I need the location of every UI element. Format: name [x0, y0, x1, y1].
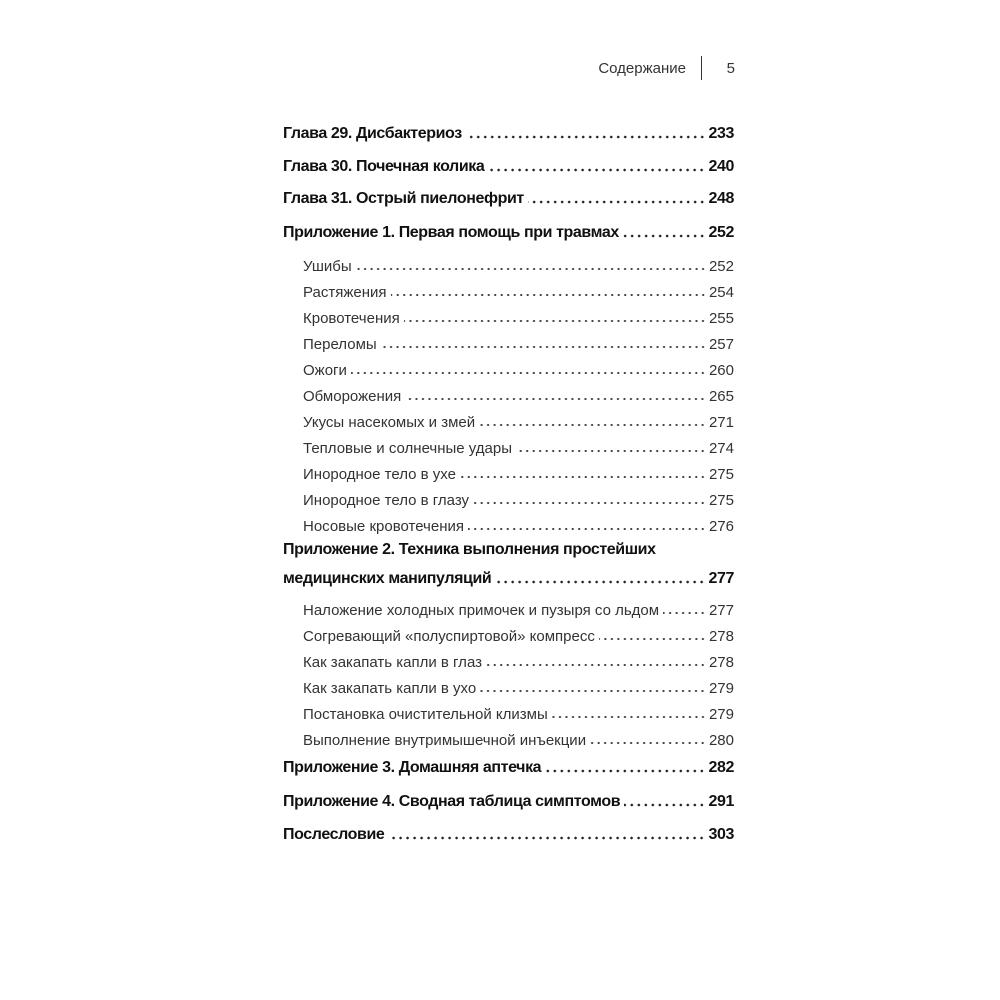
toc-subentry-page: 260	[708, 362, 734, 379]
toc-subentry-title: Переломы	[303, 336, 377, 353]
toc-subentry[interactable]	[303, 305, 734, 327]
toc-entry-page: 240	[708, 158, 734, 175]
leader-dots	[528, 200, 706, 204]
leader-dots	[468, 527, 706, 531]
toc-subentry[interactable]	[303, 409, 734, 431]
leader-dots	[623, 234, 706, 238]
toc-entry[interactable]	[283, 566, 734, 588]
leader-dots	[663, 611, 706, 615]
toc-entry-page: 277	[708, 570, 734, 587]
leader-dots	[460, 475, 706, 479]
toc-subentry-page: 279	[708, 680, 734, 697]
toc-subentry-page: 277	[708, 602, 734, 619]
toc-subentry-title: Ожоги	[303, 362, 347, 379]
toc-subentry-page: 278	[708, 628, 734, 645]
toc-subentry-page: 255	[708, 310, 734, 327]
toc-entry-page: 303	[708, 826, 734, 843]
toc-subentry-page: 276	[708, 518, 734, 535]
running-header-title: Содержание	[598, 60, 686, 77]
toc-subentry[interactable]	[303, 279, 734, 301]
page-number: 5	[726, 60, 735, 77]
toc-entry-title: Глава 30. Почечная колика	[283, 158, 485, 175]
toc-subentry-page: 252	[708, 258, 734, 275]
toc-entry-title: Приложение 3. Домашняя аптечка	[283, 759, 542, 776]
running-header	[560, 58, 738, 82]
toc-entry[interactable]	[283, 220, 734, 242]
toc-entry[interactable]	[283, 154, 734, 176]
leader-dots	[388, 836, 705, 840]
toc-entry-title: Приложение 1. Первая помощь при травмах	[283, 224, 619, 241]
toc-subentry-title: Инородное тело в глазу	[303, 492, 470, 509]
toc-subentry-page: 265	[708, 388, 734, 405]
toc-subentry-title: Растяжения	[303, 284, 387, 301]
leader-dots	[351, 371, 706, 375]
leader-dots	[404, 319, 706, 323]
toc-subentry[interactable]	[303, 487, 734, 509]
toc-entry-title: Послесловие	[283, 826, 385, 843]
leader-dots	[473, 501, 706, 505]
toc-subentry-title: Постановка очистительной клизмы	[303, 706, 548, 723]
leader-dots	[486, 663, 706, 667]
toc-subentry-title: Обморожения	[303, 388, 402, 405]
leader-dots	[624, 803, 705, 807]
toc-subentry[interactable]	[303, 675, 734, 697]
toc-subentry-page: 280	[708, 732, 734, 749]
toc-entry-title: Приложение 2. Техника выполнения простейших	[283, 541, 656, 558]
leader-dots	[381, 345, 706, 349]
toc-subentry-title: Носовые кровотечения	[303, 518, 464, 535]
toc-subentry[interactable]	[303, 383, 734, 405]
toc-subentry-title: Как закапать капли в ухо	[303, 680, 477, 697]
leader-dots	[488, 168, 705, 172]
leader-dots	[405, 397, 706, 401]
leader-dots	[466, 135, 706, 139]
toc-subentry-title: Как закапать капли в глаз	[303, 654, 482, 671]
toc-subentry-page: 254	[708, 284, 734, 301]
toc-entry-page: 248	[708, 190, 734, 207]
toc-entry[interactable]	[283, 121, 734, 143]
toc-subentry-title: Кровотечения	[303, 310, 400, 327]
toc-subentry-page: 279	[708, 706, 734, 723]
toc-entry-title: Глава 31. Острый пиелонефрит	[283, 190, 524, 207]
toc-subentry[interactable]	[303, 331, 734, 353]
toc-entry-page: 252	[708, 224, 734, 241]
toc-subentry-title: Инородное тело в ухе	[303, 466, 456, 483]
leader-dots	[356, 267, 706, 271]
toc-subentry[interactable]	[303, 513, 734, 535]
toc-subentry[interactable]	[303, 435, 734, 457]
toc-subentry[interactable]	[303, 597, 734, 619]
toc-subentry-page: 274	[708, 440, 734, 457]
leader-dots	[552, 715, 706, 719]
toc-subentry-title: Тепловые и солнечные удары	[303, 440, 513, 457]
toc-subentry[interactable]	[303, 623, 734, 645]
toc-subentry-title: Выполнение внутримышечной инъекции	[303, 732, 587, 749]
leader-dots	[495, 580, 705, 584]
toc-subentry-page: 257	[708, 336, 734, 353]
toc-entry[interactable]	[283, 186, 734, 208]
toc-entry[interactable]	[283, 755, 734, 777]
toc-subentry[interactable]	[303, 727, 734, 749]
toc-subentry[interactable]	[303, 701, 734, 723]
toc-entry-page: 233	[708, 125, 734, 142]
leader-dots	[480, 689, 706, 693]
toc-subentry-page: 278	[708, 654, 734, 671]
toc-subentry-title: Согревающий «полуспиртовой» компресс	[303, 628, 595, 645]
leader-dots	[479, 423, 706, 427]
toc-entry[interactable]	[283, 789, 734, 811]
leader-dots	[545, 769, 705, 773]
toc-entry[interactable]	[283, 822, 734, 844]
toc-subentry-page: 275	[708, 466, 734, 483]
toc-subentry[interactable]	[303, 253, 734, 275]
toc-subentry-page: 271	[708, 414, 734, 431]
leader-dots	[516, 449, 706, 453]
toc-entry-line1[interactable]	[283, 541, 734, 563]
leader-dots	[599, 637, 706, 641]
toc-subentry-page: 275	[708, 492, 734, 509]
toc-entry-title: Глава 29. Дисбактериоз	[283, 125, 462, 142]
toc-subentry-title: Укусы насекомых и змей	[303, 414, 476, 431]
toc-entry-page: 282	[708, 759, 734, 776]
toc-entry-title: Приложение 4. Сводная таблица симптомов	[283, 793, 621, 810]
toc-subentry[interactable]	[303, 357, 734, 379]
toc-subentry[interactable]	[303, 461, 734, 483]
toc-subentry[interactable]	[303, 649, 734, 671]
toc-entry-page: 291	[708, 793, 734, 810]
toc-subentry-title: Наложение холодных примочек и пузыря со льдом	[303, 602, 660, 619]
leader-dots	[590, 741, 706, 745]
header-divider	[701, 56, 702, 80]
toc-subentry-title: Ушибы	[303, 258, 352, 275]
leader-dots	[391, 293, 706, 297]
toc-entry-title-continued: медицинских манипуляций	[283, 570, 492, 587]
